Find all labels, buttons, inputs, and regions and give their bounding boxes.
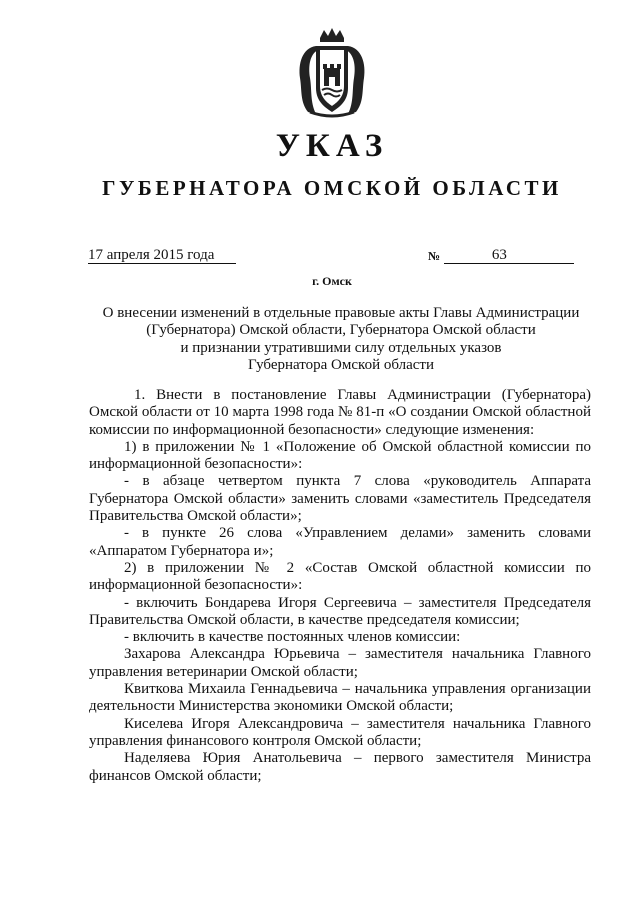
- number-label: №: [428, 249, 441, 263]
- paragraph-1: 1. Внести в постановление Главы Администрации (Губернатора) Омской области от 10 марта 1998 года № 81-п «О создании Омской областной комиссии по информационной безопасности» следующие изменения:: [89, 387, 591, 438]
- paragraph-dash-4: - включить в качестве постоянных членов комиссии:: [124, 629, 461, 646]
- document-date: 17 апреля 2015 года: [88, 247, 236, 264]
- document-number: 63: [491, 247, 507, 263]
- member-entry: Киселева Игоря Александровича – заместителя начальника Главного управления финансового контроля Омской области;: [89, 715, 591, 749]
- number-line: [444, 247, 574, 264]
- member-entry: Наделяева Юрия Анатольевича – первого заместителя Министра финансов Омской области;: [89, 750, 591, 784]
- document-title: УКАЗ: [275, 128, 389, 164]
- member-entry: Захарова Александра Юрьевича – заместителя начальника Главного управления ветеринарии Омской области;: [89, 646, 591, 680]
- document-subtitle: ГУБЕРНАТОРА ОМСКОЙ ОБЛАСТИ: [102, 176, 562, 200]
- heading-line: и признании утратившими силу отдельных указов: [180, 339, 502, 356]
- paragraph-item-1: 1) в приложении № 1 «Положение об Омской областной комиссии по информационной безопасности»:: [89, 438, 591, 473]
- paragraph-dash-1: - в абзаце четвертом пункта 7 слова «руководитель Аппарата Губернатора Омской области» заменить словами «заместитель Председателя Правительства Омской области»;: [89, 473, 591, 525]
- document-heading: [90, 305, 592, 374]
- document-number-block: [428, 247, 574, 264]
- member-entry: Квиткова Михаила Геннадьевича – начальника управления организации деятельности Министерства экономики Омской области;: [89, 681, 591, 715]
- paragraph-dash-3: - включить Бондарева Игоря Сергеевича – заместителя Председателя Правительства Омской области, в качестве председателя комиссии;: [89, 594, 591, 628]
- document-body: [89, 387, 591, 785]
- heading-line: О внесении изменений в отдельные правовые акты Главы Администрации: [102, 305, 580, 321]
- paragraph-dash-2: - в пункте 26 слова «Управлением делами» заменить словами «Аппаратом Губернатора и»;: [89, 525, 591, 559]
- heading-line: Губернатора Омской области: [248, 356, 434, 373]
- coat-of-arms-emblem: [294, 28, 370, 118]
- heading-line: (Губернатора) Омской области, Губернатора Омской области: [146, 322, 536, 339]
- paragraph-item-2: 2) в приложении № 2 «Состав Омской областной комиссии по информационной безопасности»:: [89, 559, 591, 594]
- document-city: г. Омск: [312, 274, 352, 288]
